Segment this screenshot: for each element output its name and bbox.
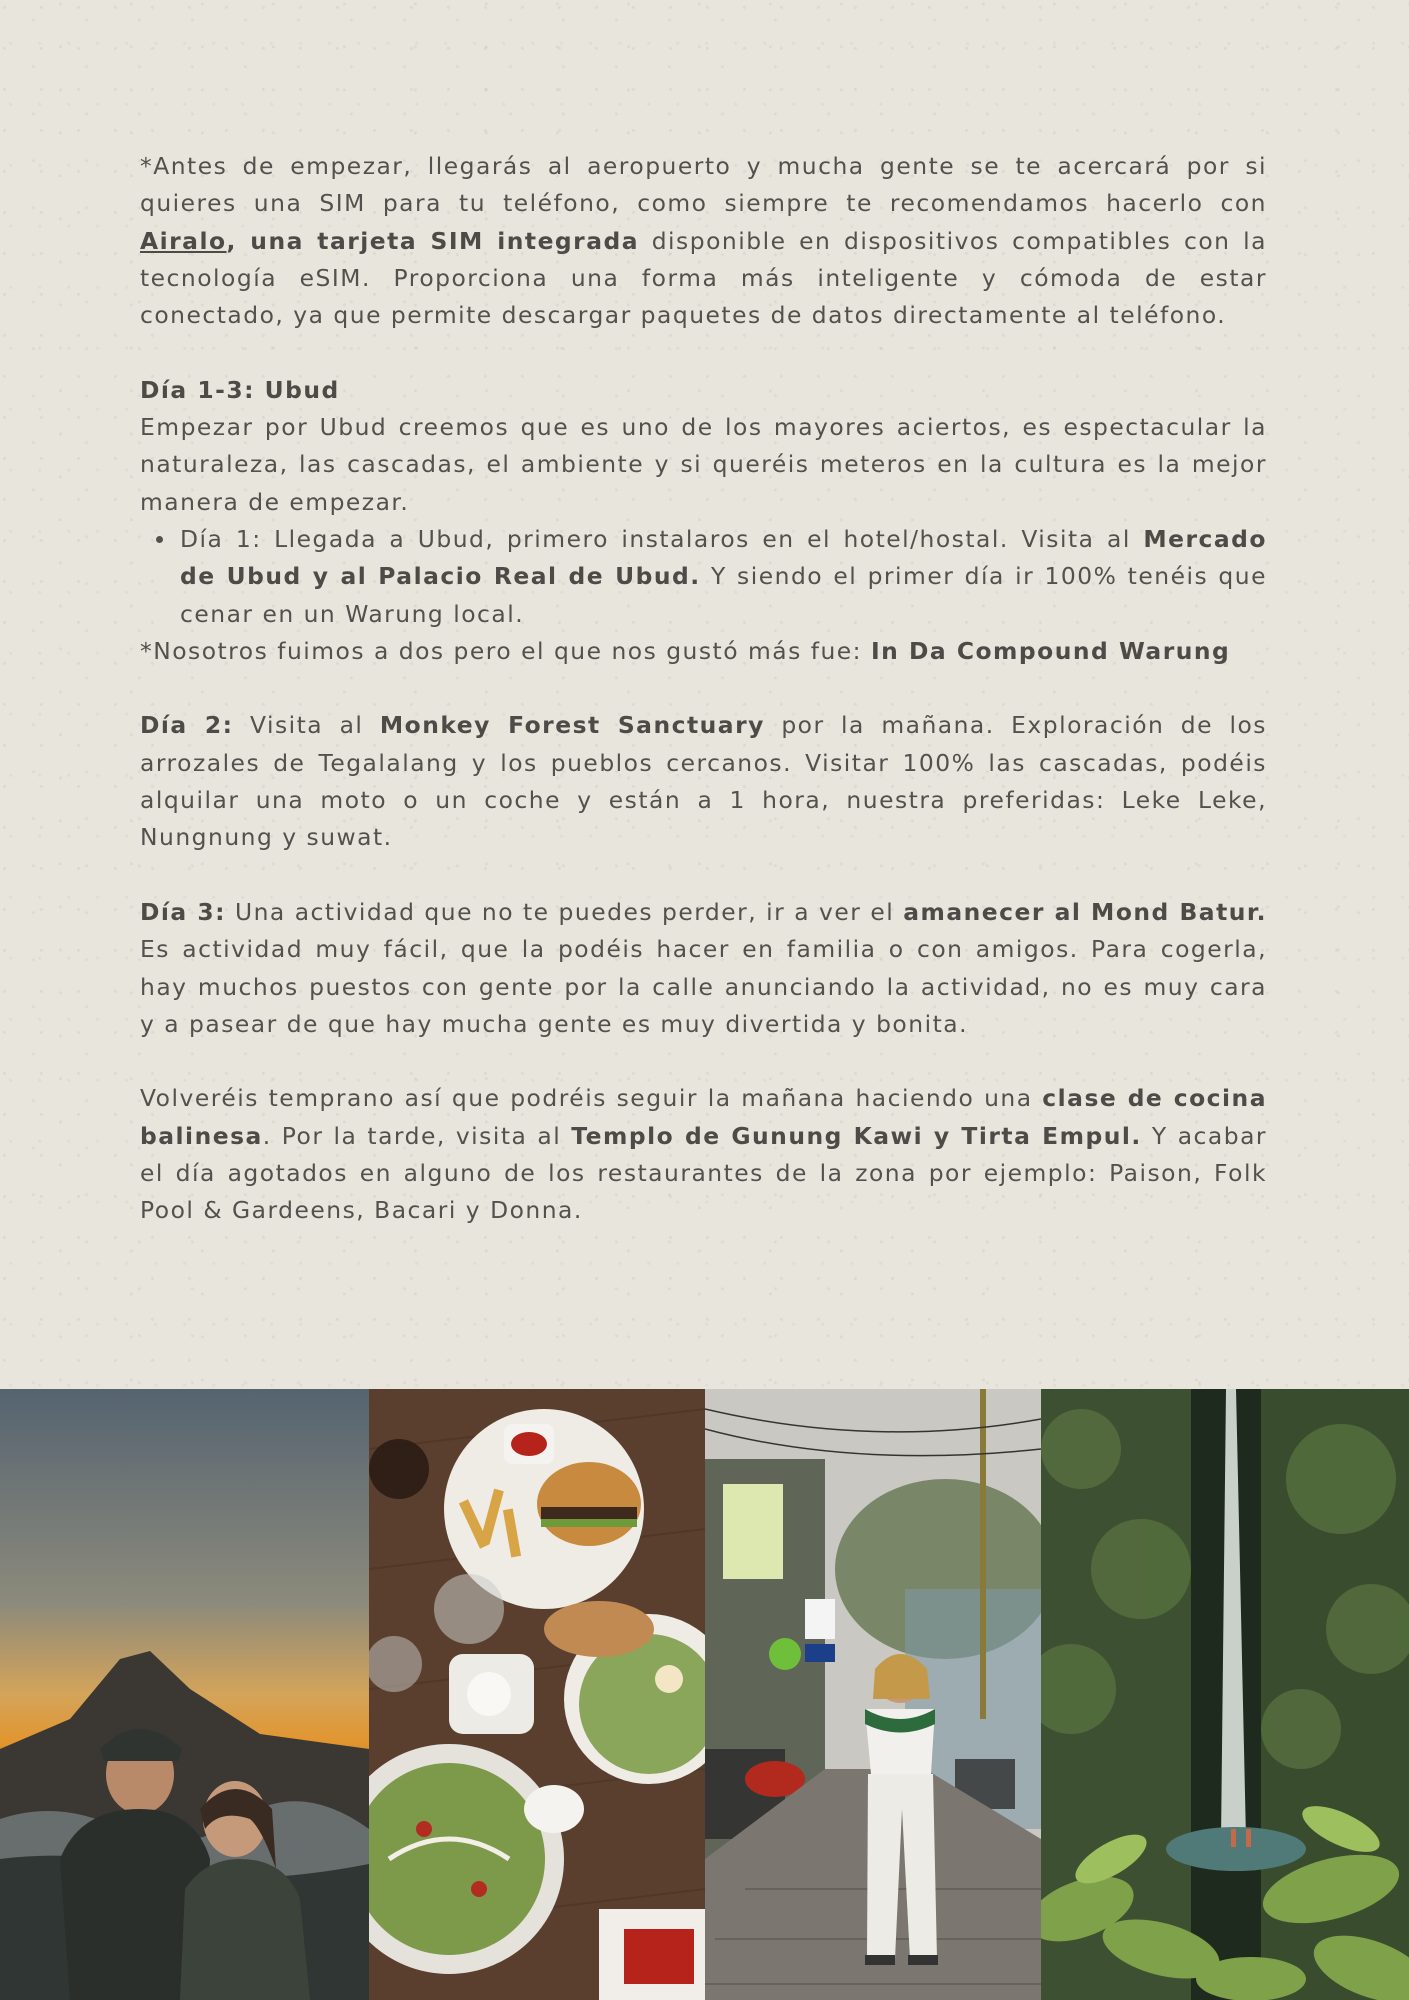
note-bold: In Da Compound Warung [870, 636, 1231, 665]
day2-paragraph [140, 707, 1267, 856]
return-bold: clase de cocina balinesa [140, 1084, 1267, 1150]
airalo-link[interactable]: Airalo [140, 226, 227, 255]
spacer [140, 1043, 1267, 1080]
photo-strip [0, 1389, 1409, 2000]
section-intro: Empezar por Ubud creemos que es uno de los mayores aciertos, es espectacular la naturaleza, las cascadas, el ambiente y si queréis meteros en la cultura es la mejor manera de empezar. [140, 413, 1267, 516]
airalo-paragraph [140, 148, 1267, 334]
warung-note [140, 633, 1267, 670]
day2-bold: Monkey Forest Sanctuary [379, 711, 765, 740]
list-item [180, 521, 1267, 633]
return-text: Volveréis temprano así que podréis seguir la mañana haciendo una [140, 1084, 1043, 1113]
return-bold-2: Templo de Gunung Kawi y Tirta Empul. [571, 1121, 1142, 1150]
day3-label: Día 3: [140, 897, 227, 926]
day3-paragraph [140, 894, 1267, 1043]
intro-text: *Antes de empezar, llegarás al aeropuerto y mucha gente se te acercará por si quieres una SIM para tu teléfono, como siempre te recomendamos hacerlo con [140, 152, 1267, 218]
day1-bold: Mercado de Ubud y al Palacio Real de Ubud. [180, 524, 1267, 591]
esim-bold: , una tarjeta SIM integrada [226, 226, 640, 255]
day1-text: Día 1: Llegada a Ubud, primero instalaros en el hotel/hostal. Visita al [180, 524, 1144, 553]
food-table-photo [369, 1389, 705, 2000]
return-text-3: Y acabar el día agotados en alguno de los restaurantes de la zona por ejemplo: Paison, Folk Pool & Gardeens, Bacari y Donna. [140, 1121, 1268, 1225]
spacer [140, 334, 1267, 371]
day2-text-2: por la mañana. Exploración de los arrozales de Tegalalang y los pueblos cercanos. Visitar 100% las cascadas, podéis alquilar una moto o un coche y están a 1 hora, nuestra preferidas: Leke Leke, Nungnung y suwat. [140, 711, 1267, 852]
day2-text: Visita al [233, 711, 380, 740]
intro-text-2: disponible en dispositivos compatibles con la tecnología eSIM. Proporciona una forma más inteligente y cómoda de estar conectado, ya que permite descargar paquetes de datos directamente al teléfono. [140, 226, 1267, 330]
day-list [140, 521, 1267, 633]
day3-bold: amanecer al Mond Batur. [903, 897, 1267, 926]
street-photo [705, 1389, 1041, 2000]
return-paragraph [140, 1080, 1267, 1229]
day1-text-2: Y siendo el primer día ir 100% tenéis que cenar en un Warung local. [180, 562, 1267, 628]
sunrise-couple-photo [0, 1389, 369, 2000]
note-text: *Nosotros fuimos a dos pero el que nos gustó más fue: [140, 636, 871, 665]
day2-label: Día 2: [140, 711, 234, 740]
itinerary-text [140, 148, 1267, 1230]
return-text-2: . Por la tarde, visita al [262, 1121, 572, 1150]
day3-text: Una actividad que no te puedes perder, ir a ver el [226, 897, 904, 926]
day3-text-2: Es actividad muy fácil, que la podéis hacer en familia o con amigos. Para cogerla, hay muchos puestos con gente por la calle anunciando la actividad, no es muy cara y a pasear de que hay mucha gente es muy divertida y bonita. [140, 935, 1267, 1038]
section-heading [140, 372, 1267, 409]
section-heading-text: Día 1-3: Ubud [140, 375, 340, 404]
spacer [140, 857, 1267, 894]
spacer [140, 670, 1267, 707]
waterfall-photo [1041, 1389, 1409, 2000]
